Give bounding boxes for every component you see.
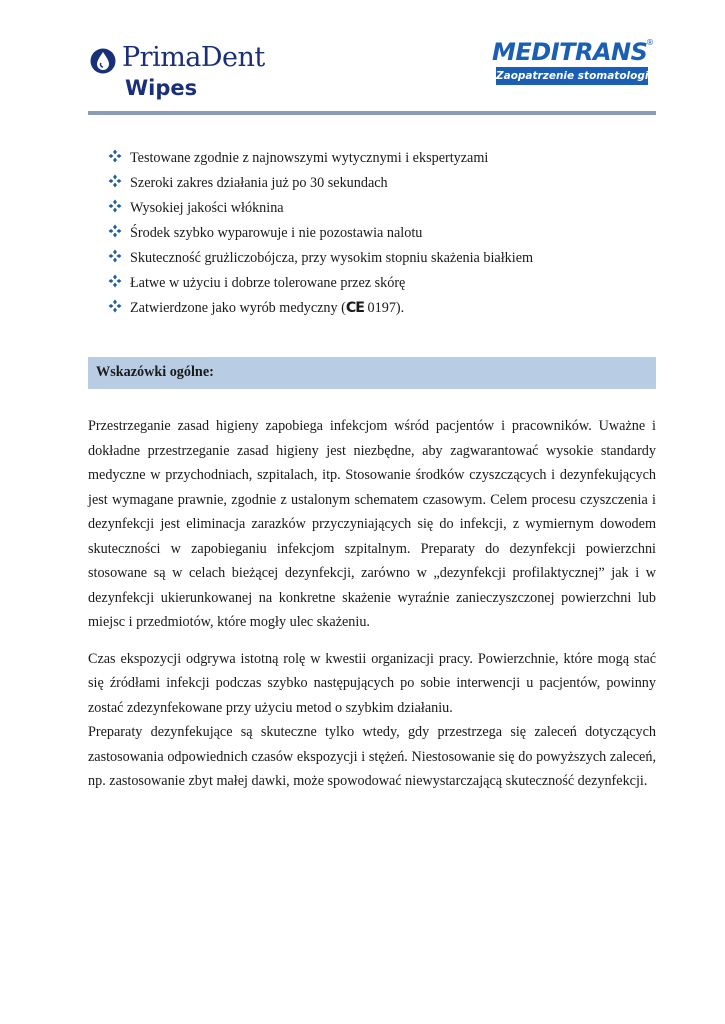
feature-text: Łatwe w użyciu i dobrze tolerowane przez skórę — [130, 275, 406, 291]
primadent-logo — [90, 40, 265, 102]
list-item — [108, 173, 668, 198]
diamond-bullet-icon — [108, 199, 122, 213]
feature-text: Szeroki zakres działania już po 30 sekundach — [130, 175, 388, 191]
body-text — [88, 414, 656, 794]
diamond-bullet-icon — [108, 174, 122, 188]
page-header — [0, 0, 725, 115]
feature-text-suffix: 0197). — [364, 300, 405, 316]
list-item — [108, 298, 668, 323]
logo-product-text: Wipes — [125, 76, 198, 100]
list-item — [108, 223, 668, 248]
meditrans-logo — [492, 38, 676, 88]
diamond-bullet-icon — [108, 224, 122, 238]
list-item — [108, 273, 668, 298]
paragraph: Przestrzeganie zasad higieny zapobiega infekcjom wśród pacjentów i pracowników. Uważne i dokładne przestrzeganie zasad higieny jest niezbędne, aby zagwarantować wysokie standardy medyczne w przychodniach, szpitalach, itp. Stosowanie środków czyszczących i dezynfekujących jest wymagane prawnie, zgodnie z ustalonym schematem czasowym. Celem procesu czyszczenia i dezynfekcji jest eliminacja zarazków przyczyniających się do infekcji, z wymiernym dowodem skuteczności w zapobieganiu infekcjom szpitalnym. Preparaty do dezynfekcji powierzchni stosowane są w celach bieżącej dezynfekcji, zarówno w „dezynfekcji profilaktycznej” jak i w dezynfekcji ukierunkowanej na konkretne skażenie wyraźnie zanieczyszczonej powierzchni lub miejsc i przedmiotów, które mogły ulec skażeniu. — [88, 418, 656, 630]
features-list — [108, 148, 668, 323]
feature-text: Skuteczność grużliczobójcza, przy wysokim stopniu skażenia białkiem — [130, 250, 534, 266]
ce-mark: CE — [345, 300, 364, 316]
registered-mark: ® — [646, 38, 654, 47]
meditrans-name: MEDITRANS — [492, 38, 648, 66]
meditrans-tagline: Zaopatrzenie stomatologiczne — [496, 67, 648, 85]
paragraph: Preparaty dezynfekujące są skuteczne tylko wtedy, gdy przestrzega się zaleceń dotyczących zastosowania odpowiednich czasów ekspozycji i stężeń. Niestosowanie się do powyższych zaleceń, np. zastosowanie zbyt małej dawki, może spowodować niewystarczającą skuteczność dezynfekcji. — [88, 724, 656, 789]
water-drop-icon — [90, 48, 116, 74]
header-divider — [88, 111, 656, 115]
list-item — [108, 248, 668, 273]
section-title: Wskazówki ogólne: — [96, 364, 214, 380]
paragraph: Czas ekspozycji odgrywa istotną rolę w kwestii organizacji pracy. Powierzchnie, które mogą stać się źródłami infekcji podczas szybko następujących po sobie interwencji u pacjentów, powinny zostać zdezynfekowane przy użyciu metod o szybkim działaniu. — [88, 650, 656, 716]
list-item — [108, 148, 668, 173]
feature-text: Testowane zgodnie z najnowszymi wytycznymi i ekspertyzami — [130, 150, 489, 166]
logo-brand-text: PrimaDent — [122, 42, 265, 73]
diamond-bullet-icon — [108, 299, 122, 313]
feature-text: Zatwierdzone jako wyrób medyczny ( — [130, 300, 346, 316]
feature-text: Wysokiej jakości włóknina — [130, 200, 284, 216]
diamond-bullet-icon — [108, 274, 122, 288]
feature-text: Środek szybko wyparowuje i nie pozostawia nalotu — [130, 225, 423, 241]
diamond-bullet-icon — [108, 249, 122, 263]
section-header — [88, 357, 656, 389]
diamond-bullet-icon — [108, 149, 122, 163]
list-item — [108, 198, 668, 223]
